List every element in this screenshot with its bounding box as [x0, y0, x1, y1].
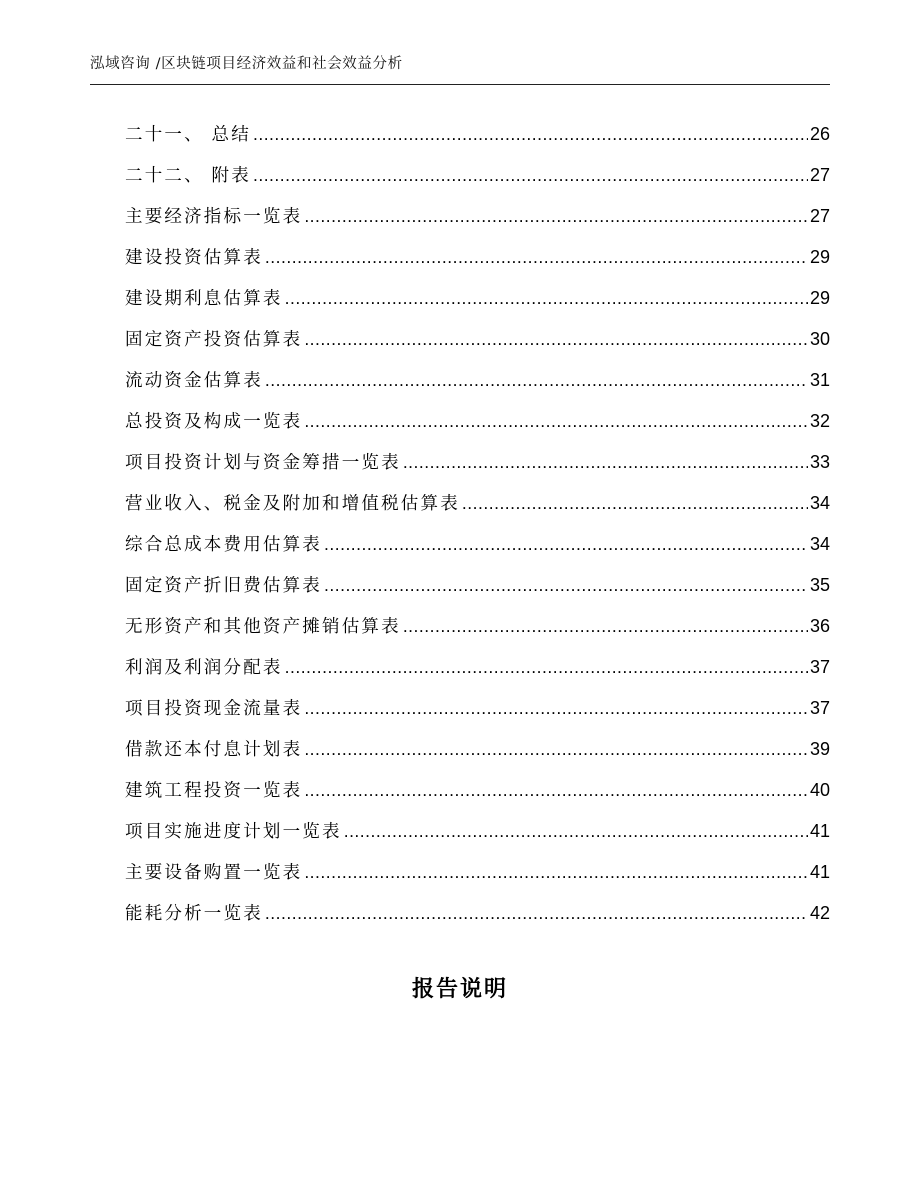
toc-dot-leader: [403, 442, 808, 483]
toc-dot-leader: [304, 729, 808, 770]
toc-dot-leader: [403, 606, 808, 647]
toc-entry-page: 26: [809, 124, 830, 144]
toc-dot-leader: [324, 565, 808, 606]
toc-entry[interactable]: [125, 729, 830, 770]
toc-entry-page: 37: [809, 698, 830, 718]
toc-dot-leader: [253, 155, 808, 196]
toc-dot-leader: [304, 688, 808, 729]
toc-entry-title: 能耗分析一览表: [125, 904, 263, 924]
toc-entry[interactable]: [125, 524, 830, 565]
toc-entry[interactable]: [125, 155, 830, 196]
toc-entry[interactable]: [125, 401, 830, 442]
toc-entry-page: 34: [809, 493, 830, 513]
toc-entry-page: 32: [809, 411, 830, 431]
toc-entry-page: 27: [809, 206, 830, 226]
toc-entry[interactable]: [125, 278, 830, 319]
toc-entry-title: 营业收入、税金及附加和增值税估算表: [125, 494, 460, 514]
toc-entry-page: 30: [809, 329, 830, 349]
toc-entry-title: 总投资及构成一览表: [125, 412, 303, 432]
toc-entry-title: 建设投资估算表: [125, 248, 263, 268]
toc-dot-leader: [304, 319, 808, 360]
toc-entry-title: 主要设备购置一览表: [125, 863, 303, 883]
toc-dot-leader: [265, 237, 808, 278]
toc-entry-title: 借款还本付息计划表: [125, 740, 303, 760]
toc-dot-leader: [344, 811, 808, 852]
toc-entry-title: 固定资产投资估算表: [125, 330, 303, 350]
toc-entry-title: 项目投资计划与资金筹措一览表: [125, 453, 401, 473]
toc-entry[interactable]: [125, 237, 830, 278]
toc-dot-leader: [304, 196, 808, 237]
toc-entry-title: 无形资产和其他资产摊销估算表: [125, 617, 401, 637]
toc-entry-title: 建设期利息估算表: [125, 289, 283, 309]
toc-dot-leader: [304, 770, 808, 811]
toc-dot-leader: [285, 278, 808, 319]
toc-entry-title: 二十二、 附表: [125, 166, 251, 186]
toc-entry-page: 34: [809, 534, 830, 554]
toc-dot-leader: [285, 647, 808, 688]
toc-dot-leader: [265, 360, 808, 401]
toc-entry-title: 二十一、 总结: [125, 125, 251, 145]
header-divider: [90, 84, 830, 85]
toc-entry-title: 固定资产折旧费估算表: [125, 576, 322, 596]
toc-entry-page: 40: [809, 780, 830, 800]
toc-entry-page: 39: [809, 739, 830, 759]
toc-dot-leader: [304, 852, 808, 893]
toc-dot-leader: [253, 114, 808, 155]
toc-entry-page: 41: [809, 821, 830, 841]
toc-entry[interactable]: [125, 606, 830, 647]
toc-entry-page: 27: [809, 165, 830, 185]
toc-entry[interactable]: [125, 196, 830, 237]
toc-entry-title: 建筑工程投资一览表: [125, 781, 303, 801]
toc-entry[interactable]: [125, 565, 830, 606]
toc-entry[interactable]: [125, 319, 830, 360]
toc-entry[interactable]: [125, 893, 830, 934]
toc-entry-page: 36: [809, 616, 830, 636]
toc-entry-page: 42: [809, 903, 830, 923]
toc-entry[interactable]: [125, 483, 830, 524]
toc-entry[interactable]: [125, 360, 830, 401]
toc-dot-leader: [324, 524, 808, 565]
toc-entry-page: 37: [809, 657, 830, 677]
toc-entry-title: 利润及利润分配表: [125, 658, 283, 678]
toc-entry-title: 综合总成本费用估算表: [125, 535, 322, 555]
toc-entry-page: 31: [809, 370, 830, 390]
toc-entry-page: 41: [809, 862, 830, 882]
toc-entry[interactable]: [125, 811, 830, 852]
toc-entry-title: 项目投资现金流量表: [125, 699, 303, 719]
section-heading: 报告说明: [411, 977, 508, 1002]
toc-entry[interactable]: [125, 442, 830, 483]
toc-entry[interactable]: [125, 688, 830, 729]
toc-entry-page: 29: [809, 247, 830, 267]
toc-dot-leader: [462, 483, 808, 524]
toc-entry[interactable]: [125, 852, 830, 893]
toc-entry-page: 33: [809, 452, 830, 472]
toc-entry[interactable]: [125, 770, 830, 811]
toc-dot-leader: [265, 893, 808, 934]
toc-entry-title: 流动资金估算表: [125, 371, 263, 391]
toc-entry[interactable]: [125, 647, 830, 688]
toc-dot-leader: [304, 401, 808, 442]
toc-entry-page: 29: [809, 288, 830, 308]
page-header: 泓域咨询 /区块链项目经济效益和社会效益分析: [90, 56, 403, 72]
table-of-contents: [125, 114, 830, 934]
toc-entry[interactable]: [125, 114, 830, 155]
toc-entry-page: 35: [809, 575, 830, 595]
toc-entry-title: 主要经济指标一览表: [125, 207, 303, 227]
toc-entry-title: 项目实施进度计划一览表: [125, 822, 342, 842]
